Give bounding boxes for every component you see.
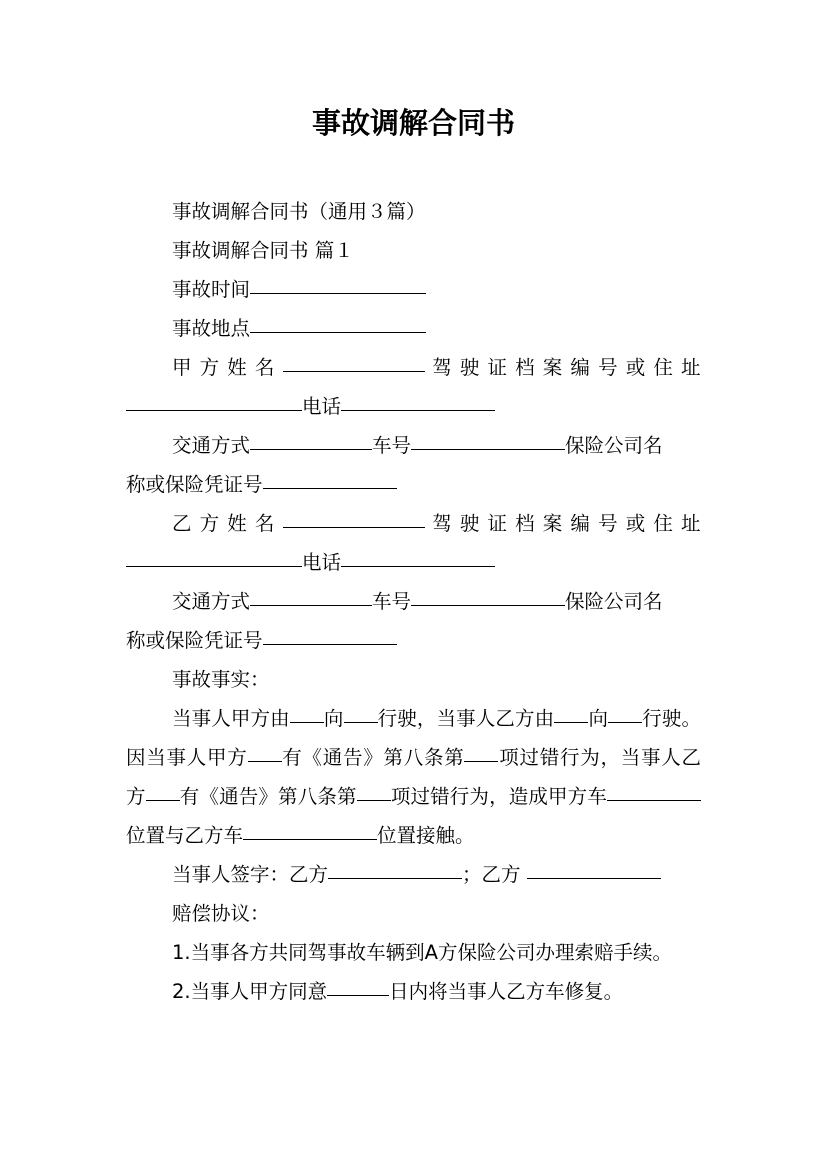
- document-body: [126, 192, 701, 1011]
- signature-blank-1[interactable]: [328, 858, 462, 879]
- party-b-name-line: 乙方姓名 驾驶证档案编号或住址: [126, 504, 701, 543]
- party-a-license-blank[interactable]: [126, 390, 302, 411]
- party-b-address-line: 电话: [126, 543, 701, 582]
- party-a-name-line: 甲方姓名 驾驶证档案编号或住址: [126, 348, 701, 387]
- party-b-car-position-blank[interactable]: [243, 819, 377, 840]
- repair-days-blank[interactable]: [327, 975, 389, 996]
- compensation-item-2: 2.当事人甲方同意 日内将当事人乙方车修复。: [126, 972, 701, 1011]
- party-b-from-blank[interactable]: [554, 702, 588, 723]
- party-a-to-blank[interactable]: [344, 702, 378, 723]
- party-a-plate-blank[interactable]: [411, 429, 565, 450]
- facts-heading: 事故事实：: [172, 668, 270, 691]
- facts-paragraph: 当事人甲方由 向 行驶，当事人乙方由 向 行驶。因当事人甲方 有《通告》第八条第 项过错行为，当事人乙方 有《通告》第八条第 项过错行为，造成甲方车位置与乙方车 位置接触。: [126, 699, 701, 855]
- compensation-heading: 赔偿协议：: [172, 902, 270, 925]
- document-title: 事故调解合同书: [311, 106, 515, 140]
- accident-time-line: 事故时间: [126, 270, 701, 309]
- party-a-insurer-line: 称或保险凭证号: [126, 465, 701, 504]
- accident-place-blank[interactable]: [250, 312, 426, 333]
- party-b-name-blank[interactable]: [283, 507, 425, 528]
- party-a-name-blank[interactable]: [283, 351, 425, 372]
- party-b-license-blank[interactable]: [126, 546, 302, 567]
- party-a-from-blank[interactable]: [290, 702, 324, 723]
- party-a-address-line: 电话: [126, 387, 701, 426]
- party-a-fault-blank[interactable]: [248, 741, 282, 762]
- party-b-insurer-line: 称或保险凭证号: [126, 621, 701, 660]
- signature-blank-2[interactable]: [527, 858, 661, 879]
- party-a-transport-blank[interactable]: [250, 429, 372, 450]
- heading-collection: 事故调解合同书（通用３篇）: [172, 200, 426, 223]
- heading-article: 事故调解合同书 篇１: [172, 239, 354, 262]
- compensation-item-1: 1.当事各方共同驾事故车辆到A方保险公司办理索赔手续。: [172, 941, 672, 964]
- accident-place-line: 事故地点: [126, 309, 701, 348]
- party-b-fault-blank[interactable]: [146, 780, 180, 801]
- party-b-phone-blank[interactable]: [341, 546, 495, 567]
- party-b-to-blank[interactable]: [608, 702, 642, 723]
- party-a-car-position-blank[interactable]: [607, 780, 701, 801]
- signature-line: 当事人签字：乙方 ；乙方: [126, 855, 701, 894]
- party-b-plate-blank[interactable]: [411, 585, 565, 606]
- party-b-item-blank[interactable]: [357, 780, 391, 801]
- party-a-transport-line: 交通方式 车号 保险公司名: [126, 426, 701, 465]
- party-b-transport-blank[interactable]: [250, 585, 372, 606]
- party-b-insurer-blank[interactable]: [263, 624, 397, 645]
- party-a-insurer-blank[interactable]: [263, 468, 397, 489]
- party-a-phone-blank[interactable]: [341, 390, 495, 411]
- party-b-transport-line: 交通方式 车号 保险公司名: [126, 582, 701, 621]
- accident-time-blank[interactable]: [250, 273, 426, 294]
- party-a-item-blank[interactable]: [464, 741, 498, 762]
